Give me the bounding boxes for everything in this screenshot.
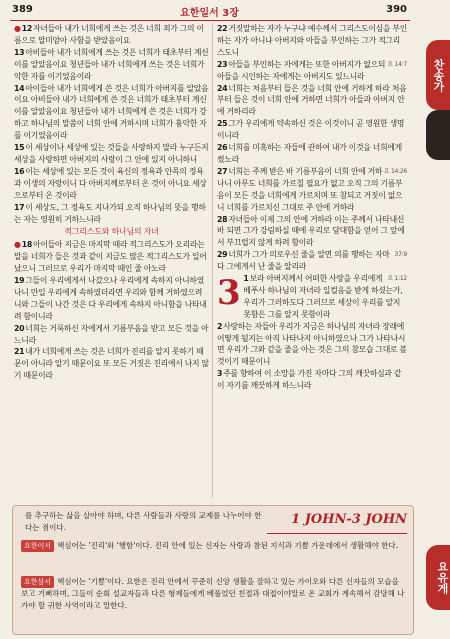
verse-number: 21 xyxy=(14,347,25,357)
verse-text: 이는 세상에 있는 모든 것이 육신의 정욕과 안목의 정욕과 이생의 자랑이니 다 아버지께로부터 온 것이 아니요 세상으로부터 온 것이라 xyxy=(14,166,207,200)
cross-reference: 요 14:7 xyxy=(387,60,407,68)
verse-text: 아이들아 지금은 마지막 때라 적그리스도가 오리라는 말을 너희가 들은 것과 같이 지금도 많은 적그리스도가 일어났으니 그러므로 우리가 마지막 때인 줄 아노라 xyxy=(14,240,207,274)
verse-text: 너희는 처음부터 들은 것을 너희 안에 거하게 하라 처음부터 들은 것이 너희 안에 거하면 너희가 아들과 아버지 안에 거하리라 xyxy=(217,83,407,117)
verse-text: 너희를 미혹하는 자들에 관하여 내가 이것을 너희에게 썼노라 xyxy=(217,143,402,164)
verse-text: 이 세상도, 그 정욕도 지나가되 오직 하나님의 뜻을 행하는 자는 영원히 거하느니라 xyxy=(14,202,206,224)
verse-number: 1 xyxy=(243,274,249,284)
chapter-title: 요한일서 3장 xyxy=(180,8,239,19)
verse-text: 그들이 우리에게서 나갔으나 우리에게 속하지 아니하였나니 만일 우리에게 속하였더라면 우리와 함께 거하였으려니와 그들이 나간 것은 다 우리에게 속하지 아니함을 나타내려 함이니라 xyxy=(14,276,207,321)
verse-number: 14 xyxy=(14,83,25,93)
verse-text: 너희는 거룩하신 자에게서 기름부음을 받고 모든 것을 아느니라 xyxy=(14,323,209,345)
header-rule xyxy=(10,20,410,21)
section-tab[interactable]: 요유게 xyxy=(426,545,450,610)
verse-text: 거짓말하는 자가 누구냐 예수께서 그리스도이심을 부인하는 자가 아니냐 아버지와 아들을 부인하는 그가 적그리스도니 xyxy=(217,24,407,57)
verse xyxy=(217,214,407,250)
verse-number: 17 xyxy=(14,202,25,212)
verse-text: 사랑하는 자들아 우리가 지금은 하나님의 자녀라 장래에 어떻게 될지는 아직 나타나지 아니하였으나 그가 나타나시면 우리가 그와 같을 줄을 아는 것은 그의 참모습 그대로 볼 것이기 때문이니 xyxy=(217,321,407,367)
verse-text: 그가 우리에게 약속하신 것은 이것이니 곧 영원한 생명이니라 xyxy=(217,119,405,141)
book-summary-box xyxy=(12,505,414,635)
chapter-number: 3 xyxy=(217,273,241,314)
study-note-marker-icon: ● xyxy=(14,240,21,250)
verse xyxy=(217,59,407,83)
verse xyxy=(14,202,209,226)
verse-text: 아비들아 내가 너희에게 쓰는 것은 너희가 태초부터 계신 이를 알았음이요 청년들아 내가 너희에게 쓰는 것은 너희가 악한 자를 이기었음이라 xyxy=(14,47,209,81)
verse-number: 19 xyxy=(14,276,25,286)
verse-number: 27 xyxy=(217,166,228,176)
text-3john: 핵심어는 '기쁨'이다. 요한은 진리 안에서 꾸준히 신앙 생활을 잘하고 있는 가이오와 다른 신자들의 모습을 보고 기뻐하며, 그들이 순회 설교자들과 다른 형제들에게 베풀었던 친절과 대접이야말로 온 교회가 계속해서 감당해 나가야 할 귀한 사역이라고 말한다. xyxy=(21,577,405,610)
verse-text: 아이들아 내가 너희에게 쓴 것은 너희가 아버지를 알았음이요 아비들아 내가 너희에게 쓴 것은 너희가 태초부터 계신 이를 알았음이요 청년들아 내가 너희에게 쓴 것은 너희가 강하고 하나님의 말씀이 너희 안에 거하시며 너희가 흉악한 자를 이기었음이라 xyxy=(14,83,209,141)
verse-text: 보라 아버지께서 어떠한 사랑을 우리에게 베푸사 하나님의 자녀라 일컬음을 받게 하셨는가, 우리가 그러하도다 그러므로 세상이 우리를 알지 못함은 그를 알지 못함이라 xyxy=(243,274,403,319)
verse-text: 아들을 부인하는 자에게는 또한 아버지가 없으되 아들을 시인하는 자에게는 아버지도 있느니라 xyxy=(217,59,386,81)
verse xyxy=(14,346,209,382)
cross-reference: 요 14:26 xyxy=(383,167,407,175)
verse xyxy=(217,142,407,166)
verse-number: 22 xyxy=(217,24,228,33)
verse-number: 3 xyxy=(217,369,223,379)
verse-number: 2 xyxy=(217,321,223,331)
study-note-marker-icon: ● xyxy=(14,24,21,33)
verse xyxy=(14,142,209,166)
verse xyxy=(14,239,209,275)
verse xyxy=(217,368,407,392)
verse-text: 자녀들아 이제 그의 안에 거하라 이는 주께서 나타내신 바 되면 그가 강림하실 때에 우리로 담대함을 얻어 그 앞에서 부끄럽지 않게 하려 함이라 xyxy=(217,214,405,248)
page-header xyxy=(12,4,407,18)
left-column xyxy=(14,23,209,382)
verse-number: 12 xyxy=(21,24,33,33)
verse xyxy=(14,47,209,83)
verse xyxy=(217,83,407,119)
summary-2john xyxy=(21,540,406,552)
verse-text: 너희는 주께 받은 바 기름부음이 너희 안에 거하나니 아무도 너희를 가르칠 필요가 없고 오직 그의 기름부음이 모든 것을 너희에게 가르치며 또 참되고 거짓이 없으니 너희를 가르치신 그대로 주 안에 거하라 xyxy=(217,166,403,212)
verse xyxy=(217,166,407,214)
book-title-rule xyxy=(267,533,407,534)
page-number-right: 390 xyxy=(386,4,407,15)
verse-number: 25 xyxy=(217,119,228,129)
verse-number: 29 xyxy=(217,250,228,260)
verse-text: 너희가 그가 의로우신 줄을 알면 의를 행하는 자마다 그에게서 난 줄을 알리라 xyxy=(217,250,390,272)
label-3john: 요한삼서 xyxy=(21,576,54,588)
verse-number: 26 xyxy=(217,143,228,153)
verse-number: 15 xyxy=(14,143,25,153)
verse xyxy=(217,23,407,59)
verse xyxy=(217,273,407,321)
verse xyxy=(14,275,209,323)
verse-text: 자녀들아 내가 너희에게 쓰는 것은 너희 죄가 그의 이름으로 말미암아 사함을 받았음이요 xyxy=(14,24,204,45)
side-tab[interactable] xyxy=(426,110,450,160)
page-number-left: 389 xyxy=(12,4,33,15)
verse-number: 16 xyxy=(14,166,25,176)
hymn-tab[interactable]: 찬송가 xyxy=(426,40,450,110)
verse xyxy=(217,118,407,142)
verse-text: 이 세상이나 세상에 있는 것들을 사랑하지 말라 누구든지 세상을 사랑하면 아버지의 사랑이 그 안에 있지 아니하니 xyxy=(14,143,209,164)
verse-number: 18 xyxy=(21,240,33,250)
verse-number: 20 xyxy=(14,323,25,333)
verse xyxy=(14,23,209,47)
right-column xyxy=(217,23,407,392)
verse xyxy=(217,321,407,369)
verse xyxy=(14,323,209,347)
verse-text: 주를 향하여 이 소망을 가진 자마다 그의 깨끗하심과 같이 자기를 깨끗하게 하느니라 xyxy=(217,369,402,391)
verse xyxy=(14,166,209,202)
summary-3john xyxy=(21,576,406,612)
section-heading: 적그리스도와 하나님의 자녀 xyxy=(64,227,159,237)
cross-reference: 37:9 xyxy=(394,251,407,259)
verse-number: 23 xyxy=(217,59,228,69)
book-title: 1 JOHN-3 JOHN xyxy=(291,512,407,527)
text-2john: 핵심어는 '진리'와 '행함'이다. 진리 안에 있는 신자는 사랑과 참된 지식과 기쁨 가운데에서 생활해야 한다. xyxy=(57,541,399,550)
verse-number: 28 xyxy=(217,214,228,224)
verse xyxy=(14,83,209,143)
verse-number: 13 xyxy=(14,47,25,57)
verse-number: 24 xyxy=(217,83,228,93)
verse xyxy=(217,249,407,273)
cross-reference: 요 1:12 xyxy=(387,275,407,283)
summary-intro: 를 추구하는 삶을 살아야 하며, 다른 사람들과 사랑의 교제를 나누어야 한다는 점이다. xyxy=(25,511,262,532)
column-divider xyxy=(212,23,213,498)
verse-text: 내가 너희에게 쓰는 것은 너희가 진리를 알지 못하기 때문이 아니라 알기 때문이요 또 모든 거짓은 진리에서 나지 않기 때문이라 xyxy=(14,347,209,381)
label-2john: 요한이서 xyxy=(21,540,54,552)
